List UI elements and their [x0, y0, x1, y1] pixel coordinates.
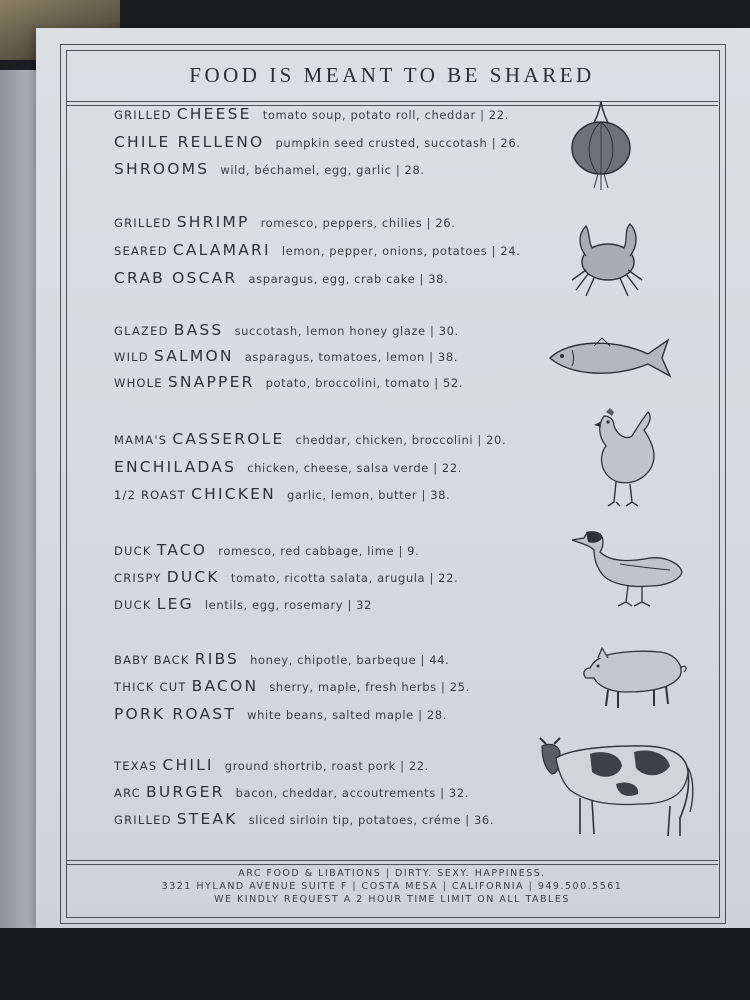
menu-item [114, 320, 459, 339]
item-name: ENCHILADAS [114, 458, 237, 476]
item-name: CHEESE [176, 105, 252, 123]
item-description: tomato, ricotta salata, arugula | 22. [230, 571, 459, 585]
item-prefix: GRILLED [114, 108, 172, 122]
item-description: garlic, lemon, butter | 38. [287, 488, 451, 502]
item-name: DUCK [166, 568, 220, 586]
item-prefix: TEXAS [114, 759, 158, 773]
footer-address: 3321 HYLAND AVENUE SUITE F | COSTA MESA | CALIFORNIA | 949.500.5561 [161, 881, 623, 892]
item-name: CASSEROLE [172, 430, 285, 448]
onion-icon [566, 98, 636, 193]
item-name: BURGER [146, 783, 225, 801]
item-name: SNAPPER [167, 373, 255, 391]
menu-item [114, 809, 494, 828]
menu-item [114, 429, 506, 448]
menu-page [36, 28, 750, 928]
item-description: tomato soup, potato roll, cheddar | 22. [262, 108, 509, 122]
item-name: SALMON [153, 347, 234, 365]
item-description: sherry, maple, fresh herbs | 25. [269, 680, 470, 694]
item-name: CALAMARI [172, 241, 271, 259]
menu-item [114, 649, 449, 668]
item-name: SHRIMP [176, 213, 250, 231]
menu-item [114, 567, 458, 586]
item-prefix: GRILLED [114, 216, 172, 230]
item-name: CHILE RELLENO [114, 133, 265, 151]
chicken-icon [588, 406, 662, 510]
menu-item [114, 240, 520, 259]
cow-icon [530, 728, 700, 844]
crab-icon [564, 210, 650, 300]
item-name: STEAK [176, 810, 238, 828]
item-prefix: GRILLED [114, 813, 172, 827]
item-description: pumpkin seed crusted, succotash | 26. [275, 136, 521, 150]
item-description: cheddar, chicken, broccolini | 20. [295, 433, 507, 447]
item-description: lemon, pepper, onions, potatoes | 24. [281, 244, 521, 258]
item-prefix: ARC [114, 786, 141, 800]
menu-title: FOOD IS MEANT TO BE SHARED [189, 63, 595, 87]
footer-notice: WE KINDLY REQUEST A 2 HOUR TIME LIMIT ON ALL TABLES [214, 894, 570, 905]
menu-item [114, 268, 448, 287]
item-prefix: BABY BACK [114, 653, 190, 667]
menu-item [114, 676, 470, 695]
item-prefix: MAMA'S [114, 433, 168, 447]
item-description: asparagus, tomatoes, lemon | 38. [244, 350, 458, 364]
item-description: romesco, peppers, chilies | 26. [260, 216, 456, 230]
menu-item [114, 457, 462, 476]
item-name: BACON [191, 677, 259, 695]
item-description: chicken, cheese, salsa verde | 22. [247, 461, 463, 475]
item-prefix: 1/2 ROAST [114, 488, 186, 502]
menu-item [114, 594, 372, 613]
item-description: potato, broccolini, tomato | 52. [265, 376, 464, 390]
item-prefix: GLAZED [114, 324, 169, 338]
menu-item [114, 540, 419, 559]
item-prefix: WILD [114, 350, 149, 364]
menu-item [114, 484, 450, 503]
duck-icon [570, 528, 686, 612]
item-description: white beans, salted maple | 28. [247, 708, 447, 722]
menu-item [114, 704, 447, 723]
item-prefix: CRISPY [114, 571, 162, 585]
item-description: asparagus, egg, crab cake | 38. [248, 272, 449, 286]
item-description: romesco, red cabbage, lime | 9. [218, 544, 420, 558]
item-description: lentils, egg, rosemary | 32 [204, 598, 373, 612]
item-description: wild, béchamel, egg, garlic | 28. [220, 163, 425, 177]
item-description: sliced sirloin tip, potatoes, créme | 36. [248, 813, 495, 827]
menu-item [114, 212, 455, 231]
item-description: ground shortrib, roast pork | 22. [224, 759, 429, 773]
menu-item [114, 132, 521, 151]
item-name: SHROOMS [114, 160, 210, 178]
item-description: honey, chipotle, barbeque | 44. [250, 653, 450, 667]
item-prefix: DUCK [114, 544, 152, 558]
item-name: CHILI [162, 756, 214, 774]
item-name: RIBS [194, 650, 240, 668]
menu-item [114, 782, 469, 801]
footer-line-1: ARC FOOD & LIBATIONS | DIRTY. SEXY. HAPPINESS. [238, 868, 546, 879]
item-name: PORK ROAST [114, 705, 237, 723]
menu-item [114, 104, 509, 123]
item-prefix: THICK CUT [114, 680, 187, 694]
item-prefix: SEARED [114, 244, 168, 258]
item-description: bacon, cheddar, accoutrements | 32. [235, 786, 469, 800]
item-name: TACO [156, 541, 208, 559]
table-shadow [0, 928, 750, 1000]
menu-item [114, 346, 458, 365]
item-name: CHICKEN [191, 485, 276, 503]
footer-divider [66, 860, 718, 861]
pig-icon [580, 638, 690, 712]
menu-item [114, 755, 429, 774]
menu-item [114, 159, 425, 178]
item-description: succotash, lemon honey glaze | 30. [234, 324, 459, 338]
item-name: BASS [173, 321, 224, 339]
item-prefix: DUCK [114, 598, 152, 612]
item-prefix: WHOLE [114, 376, 163, 390]
menu-item [114, 372, 463, 391]
footer-divider-2 [66, 864, 718, 865]
item-name: CRAB OSCAR [114, 269, 238, 287]
item-name: LEG [156, 595, 194, 613]
fish-icon [544, 330, 676, 386]
